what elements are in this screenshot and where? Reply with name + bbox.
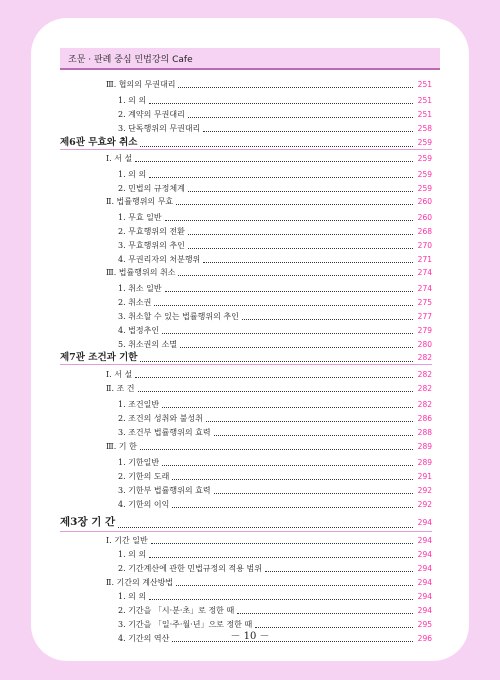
toc-entry-title: 1. 의 의 <box>118 170 147 179</box>
toc-entry-page: 275 <box>417 298 432 307</box>
toc-entry-title: 3. 무효행위의 추인 <box>118 241 185 250</box>
toc-entry <box>60 562 432 574</box>
toc-entry-title: 1. 의 의 <box>118 550 147 559</box>
toc-entry-page: 296 <box>417 634 432 643</box>
toc-entry-page: 286 <box>417 414 432 423</box>
toc-entry-page: 294 <box>417 564 432 573</box>
toc-entry-title: 3. 취소할 수 있는 법률행위의 추인 <box>118 312 239 321</box>
toc-entry <box>60 122 432 134</box>
toc-entry-title: 1. 의 의 <box>118 592 147 601</box>
toc-entry-page: 288 <box>417 428 432 437</box>
toc-entry-title: Ⅰ. 서 설 <box>106 370 133 379</box>
toc-entry-title: 1. 무효 일반 <box>118 213 162 222</box>
toc-entry-page: 258 <box>417 124 432 133</box>
section-divider <box>60 364 432 365</box>
header-title: 조문 · 판례 중심 민법강의 Cafe <box>68 55 193 65</box>
toc-entry-page: 282 <box>417 353 432 362</box>
toc-entry <box>60 239 432 251</box>
toc-entry <box>60 350 432 364</box>
dot-leader <box>162 333 413 334</box>
toc-entry-page: 295 <box>417 620 432 629</box>
toc-entry <box>60 78 432 90</box>
toc-entry <box>60 398 432 410</box>
toc-entry <box>60 168 432 180</box>
toc-entry-page: 294 <box>417 518 432 527</box>
toc-entry <box>60 484 432 496</box>
toc-entry-page: 251 <box>417 80 432 89</box>
toc-entry-title: Ⅰ. 기간 일반 <box>106 536 148 545</box>
toc-entry-page: 280 <box>417 340 432 349</box>
toc-entry <box>60 310 432 322</box>
toc-entry <box>60 266 432 278</box>
toc-entry-page: 268 <box>417 227 432 236</box>
toc-entry <box>60 590 432 602</box>
toc-entry-title: 2. 기간을 「시·분·초」로 정한 때 <box>118 606 235 615</box>
toc-entry <box>60 324 432 336</box>
dot-leader <box>242 319 413 320</box>
toc-entry <box>60 498 432 510</box>
toc-entry <box>60 195 432 207</box>
toc-entry <box>60 296 432 308</box>
toc-entry-title: 제3장 기 간 <box>60 516 116 528</box>
dot-leader <box>140 361 413 362</box>
section-divider <box>60 531 432 532</box>
dot-leader <box>178 87 413 88</box>
toc-entry-page: 294 <box>417 550 432 559</box>
toc-entry <box>60 338 432 350</box>
toc-entry-page: 260 <box>417 213 432 222</box>
dot-leader <box>188 234 413 235</box>
toc-entry <box>60 604 432 616</box>
dot-leader <box>180 347 413 348</box>
toc-entry-page: 294 <box>417 592 432 601</box>
toc-entry <box>60 182 432 194</box>
toc-entry <box>60 470 432 482</box>
toc-entry <box>60 382 432 394</box>
dot-leader <box>214 435 413 436</box>
dot-leader <box>165 220 413 221</box>
toc-entry <box>60 412 432 424</box>
toc-entry-page: 289 <box>417 458 432 467</box>
dot-leader <box>162 407 413 408</box>
toc-entry-title: 1. 기한일반 <box>118 458 160 467</box>
toc-entry-page: 294 <box>417 578 432 587</box>
dot-leader <box>206 421 413 422</box>
toc-entry-title: 2. 무효행위의 전환 <box>118 227 185 236</box>
toc-entry-title: Ⅱ. 기간의 계산방법 <box>106 578 174 587</box>
dot-leader <box>203 131 413 132</box>
dot-leader <box>188 248 413 249</box>
toc-entry-page: 282 <box>417 384 432 393</box>
toc-entry-page: 292 <box>417 486 432 495</box>
toc-entry-title: 2. 기한의 도래 <box>118 472 170 481</box>
toc-entry <box>60 253 432 265</box>
toc-entry-page: 282 <box>417 370 432 379</box>
toc-entry-title: 제7관 조건과 기한 <box>60 352 138 363</box>
toc-entry <box>60 211 432 223</box>
toc-entry-page: 291 <box>417 472 432 481</box>
toc-entry-page: 277 <box>417 312 432 321</box>
toc-entry-title: 3. 기한부 법률행위의 효력 <box>118 486 211 495</box>
section-divider <box>60 149 432 150</box>
dot-leader <box>162 465 413 466</box>
toc-entry-title: 4. 기한의 이익 <box>118 500 170 509</box>
toc-entry <box>60 225 432 237</box>
toc-entry-title: Ⅲ. 협의의 무권대리 <box>106 80 176 89</box>
toc-entry-title: 2. 조건의 성취와 불성취 <box>118 414 203 423</box>
dot-leader <box>140 146 413 147</box>
dot-leader <box>176 204 413 205</box>
dot-leader <box>188 191 413 192</box>
toc-entry-page: 292 <box>417 500 432 509</box>
toc-entry-title: 1. 조건일반 <box>118 400 160 409</box>
dot-leader <box>118 527 413 528</box>
toc-entry-page: 251 <box>417 110 432 119</box>
dot-leader <box>172 507 413 508</box>
toc-entry-page: 251 <box>417 96 432 105</box>
toc-entry <box>60 368 432 380</box>
toc-entry-page: 274 <box>417 284 432 293</box>
dot-leader <box>151 543 413 544</box>
toc-entry-page: 289 <box>417 442 432 451</box>
toc-entry-title: 2. 기간계산에 관한 민법규정의 적용 범위 <box>118 564 262 573</box>
toc-entry-title: Ⅲ. 법률행위의 취소 <box>106 268 176 277</box>
toc-entry-page: 274 <box>417 268 432 277</box>
dot-leader <box>172 479 413 480</box>
toc-entry-title: Ⅲ. 기 한 <box>106 442 137 451</box>
dot-leader <box>135 161 413 162</box>
dot-leader <box>149 599 413 600</box>
toc-entry-page: 259 <box>417 154 432 163</box>
dot-leader <box>149 177 413 178</box>
toc-entry <box>60 152 432 164</box>
toc-entry-title: 2. 취소권 <box>118 298 152 307</box>
toc-entry-title: 3. 조건부 법률행위의 효력 <box>118 428 211 437</box>
toc-entry-title: 5. 취소권의 소멸 <box>118 340 178 349</box>
toc-entry-page: 279 <box>417 326 432 335</box>
toc-entry <box>60 440 432 452</box>
toc-entry <box>60 548 432 560</box>
toc-entry-title: 1. 의 의 <box>118 96 147 105</box>
toc-entry-page: 294 <box>417 536 432 545</box>
toc-entry-title: Ⅱ. 법률행위의 무효 <box>106 197 174 206</box>
toc-entry <box>60 108 432 120</box>
toc-entry-title: Ⅱ. 조 건 <box>106 384 135 393</box>
toc-entry-title: 4. 법정추인 <box>118 326 160 335</box>
toc-entry <box>60 576 432 588</box>
toc-entry-title: 3. 기간을 「일·주·월·년」으로 정한 때 <box>118 620 253 629</box>
dot-leader <box>214 493 413 494</box>
dot-leader <box>165 291 413 292</box>
toc-entry-title: 3. 단독행위의 무권대리 <box>118 124 201 133</box>
dot-leader <box>178 275 413 276</box>
dot-leader <box>149 557 413 558</box>
toc-entry <box>60 94 432 106</box>
toc-entry-title: Ⅰ. 서 설 <box>106 154 133 163</box>
toc-entry-title: 제6관 무효와 취소 <box>60 137 138 148</box>
dot-leader <box>237 613 413 614</box>
dot-leader <box>154 305 413 306</box>
toc-entry-page: 260 <box>417 197 432 206</box>
dot-leader <box>138 391 413 392</box>
dot-leader <box>188 117 413 118</box>
toc-entry-title: 4. 기간의 역산 <box>118 634 170 643</box>
toc-entry-page: 294 <box>417 606 432 615</box>
dot-leader <box>203 262 413 263</box>
toc-entry <box>60 135 432 149</box>
dot-leader <box>265 571 413 572</box>
toc-entry-page: 259 <box>417 170 432 179</box>
toc-entry-page: 259 <box>417 184 432 193</box>
toc-entry <box>60 534 432 546</box>
dot-leader <box>135 377 413 378</box>
toc-entry-title: 1. 취소 일반 <box>118 284 162 293</box>
toc-entry-page: 270 <box>417 241 432 250</box>
toc-entry <box>60 514 432 530</box>
toc-entry-title: 4. 무권리자의 처분행위 <box>118 255 201 264</box>
toc-entry <box>60 426 432 438</box>
toc-entry-page: 271 <box>417 255 432 264</box>
page-number: － 10 － <box>230 631 270 642</box>
toc-entry-title: 2. 민법의 규정체계 <box>118 184 185 193</box>
dot-leader <box>149 103 413 104</box>
toc-entry <box>60 282 432 294</box>
toc-entry-page: 282 <box>417 400 432 409</box>
toc-entry-page: 259 <box>417 138 432 147</box>
dot-leader <box>176 585 413 586</box>
running-header <box>60 48 440 70</box>
toc-entry <box>60 456 432 468</box>
dot-leader <box>140 449 413 450</box>
toc-entry-title: 2. 계약의 무권대리 <box>118 110 185 119</box>
